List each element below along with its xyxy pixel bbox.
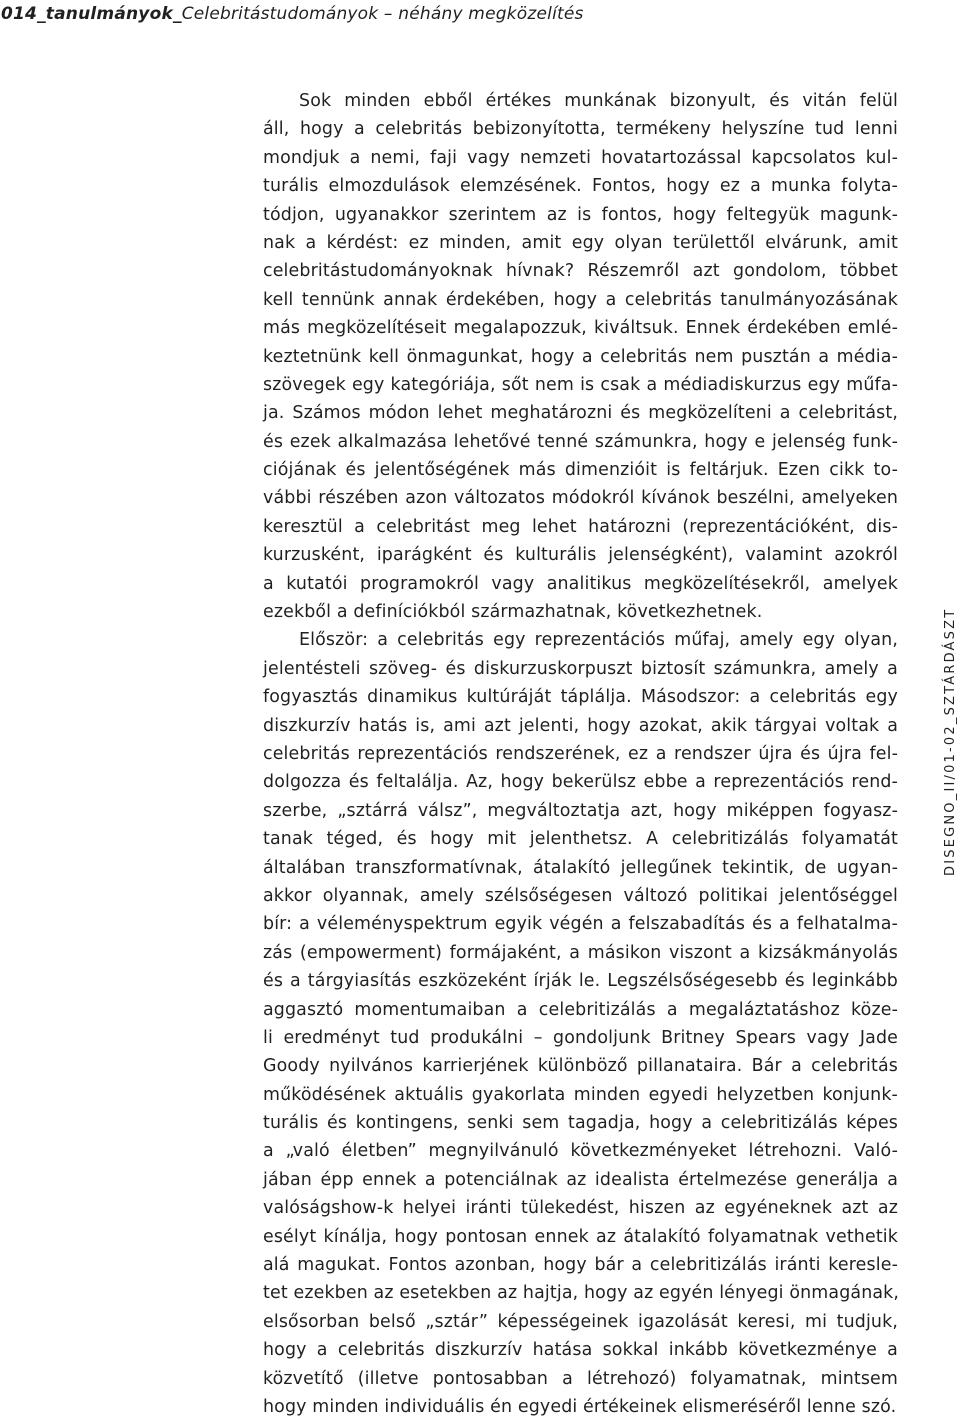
- article-title: Celebritástudományok – néhány megközelítés: [181, 4, 584, 24]
- text-line: szerbe, „sztárrá válsz”, megváltoztatja azt, hogy miképpen fogyasz-: [263, 800, 898, 821]
- text-line: Először: a celebritás egy reprezentációs műfaj, amely egy olyan,: [299, 630, 898, 651]
- text-line: turális és kontingens, senki sem tagadja, hogy a celebritizálás képes: [263, 1113, 898, 1134]
- text-line: a „való életben” megnyilvánuló következményeket létrehozni. Való-: [263, 1141, 898, 1162]
- text-line: kell tennünk annak érdekében, hogy a celebritás tanulmányozásának: [263, 289, 898, 310]
- text-line: más megközelítéseit megalapozzuk, kiváltsuk. Ennek érdekében emlé-: [263, 318, 898, 339]
- text-line: általában transzformatívnak, átalakító jellegűnek tekintik, de ugyan-: [263, 857, 898, 878]
- text-line: és a tárgyiasítás eszközeként írják le. Legszélsőségesebb és leginkább: [263, 971, 898, 992]
- text-line: aggasztó momentumaiban a celebritizálás a megaláztatáshoz köze-: [263, 999, 898, 1020]
- text-line: zás (empowerment) formájaként, a másikon viszont a kizsákmányolás: [263, 942, 898, 963]
- text-line: li eredményt tud produkálni – gondoljunk Britney Spears vagy Jade: [263, 1027, 898, 1048]
- text-line: turális elmozdulások elemzésének. Fontos, hogy ez a munka folyta-: [263, 176, 898, 197]
- text-line: alá magukat. Fontos azonban, hogy bár a celebritizálás iránti keresle-: [263, 1255, 898, 1276]
- text-line: ezekből a definíciókból származhatnak, következhetnek.: [263, 602, 763, 623]
- text-line: fogyasztás dinamikus kultúráját táplálja. Másodszor: a celebritás egy: [263, 687, 898, 708]
- text-line: Goody nyilvános karrierjének különböző pillanataira. Bár a celebritás: [263, 1056, 898, 1077]
- text-line: ja. Számos módon lehet meghatározni és megközelíteni a celebritást,: [263, 403, 898, 424]
- text-line: és ezek alkalmazása lehetővé tenné számunkra, hogy e jelenség funk-: [263, 431, 898, 452]
- article-body: [263, 87, 898, 1421]
- text-line: esélyt kínálja, hogy pontosan ennek az átalakító folyamatnak vethetik: [263, 1226, 898, 1247]
- text-line: vábbi részében azon változatos módokról kívánok beszélni, amelyeken: [263, 488, 898, 509]
- text-line: tanak téged, és hogy mit jelenthetsz. A celebritizálás folyamatát: [263, 829, 898, 850]
- text-line: szövegek egy kategóriája, sőt nem is csak a médiadiskurzus egy műfa-: [263, 374, 898, 395]
- text-line: kurzusként, iparágként és kulturális jelenségként), valamint azokról: [263, 545, 898, 566]
- text-line: hogy minden individuális én egyedi értékeinek elismeréséről lenne szó.: [263, 1396, 897, 1417]
- text-line: hogy a celebritás diszkurzív hatása sokkal inkább következménye a: [263, 1340, 898, 1361]
- text-line: celebritástudományoknak hívnak? Részemről azt gondolom, többet: [263, 261, 898, 282]
- text-line: akkor olyannak, amely szélsőségesen változó politikai jelentőséggel: [263, 885, 898, 906]
- text-line: működésének aktuális gyakorlata minden egyedi helyzetben konjunk-: [263, 1084, 898, 1105]
- text-line: tet ezekben az esetekben az hajtja, hogy az egyén lényegi önmagának,: [263, 1283, 900, 1304]
- running-head: [1, 3, 584, 25]
- text-line: nak a kérdést: ez minden, amit egy olyan területtől elvárunk, amit: [263, 232, 898, 253]
- text-line: közvetítő (illetve pontosabban a létrehozó) folyamatnak, mintsem: [263, 1368, 898, 1389]
- text-line: jelentésteli szöveg- és diskurzuskorpuszt biztosít számunkra, amely a: [263, 658, 898, 679]
- text-line: Sok minden ebből értékes munkának bizonyult, és vitán felül: [299, 91, 898, 111]
- text-line: jában épp ennek a potenciálnak az idealista értelmezése generálja a: [263, 1169, 898, 1190]
- text-line: elsősorban belső „sztár” képességeinek igazolását keresi, mi tudjuk,: [263, 1311, 898, 1332]
- text-line: a kutatói programokról vagy analitikus megközelítésekről, amelyek: [263, 573, 898, 594]
- text-line: tódjon, ugyanakkor szerintem az is fontos, hogy feltegyük magunk-: [263, 204, 898, 225]
- text-line: dolgozza és feltalálja. Az, hogy bekerülsz ebbe a reprezentációs rend-: [263, 772, 898, 793]
- text-line: mondjuk a nemi, faji vagy nemzeti hovatartozással kapcsolatos kul-: [263, 147, 898, 168]
- page-number: 014: [1, 4, 38, 24]
- text-line: celebritás reprezentációs rendszerének, ez a rendszer újra és újra fel-: [263, 743, 898, 764]
- text-line: keztetnünk kell önmagunkat, hogy a celebritás nem pusztán a média-: [263, 346, 898, 367]
- section-label: _tanulmányok_: [37, 4, 182, 24]
- text-line: valóságshow-k helyei iránti tülekedést, hiszen az egyéneknek azt az: [263, 1198, 898, 1219]
- text-line: bír: a véleményspektrum egyik végén a felszabadítás és a felhatalma-: [263, 914, 898, 935]
- text-line: keresztül a celebritást meg lehet határozni (reprezentációként, dis-: [263, 516, 898, 537]
- text-line: diszkurzív hatás is, ami azt jelenti, hogy azokat, akik tárgyai voltak a: [263, 715, 898, 736]
- text-line: áll, hogy a celebritás bebizonyította, termékeny helyszíne tud lenni: [263, 119, 898, 140]
- journal-side-marker: DISEGNO_II/01-02_SZTÁRDÁSZT: [943, 607, 958, 876]
- text-line: ciójának és jelentőségének más dimenzióit is feltárjuk. Ezen cikk to-: [263, 460, 898, 481]
